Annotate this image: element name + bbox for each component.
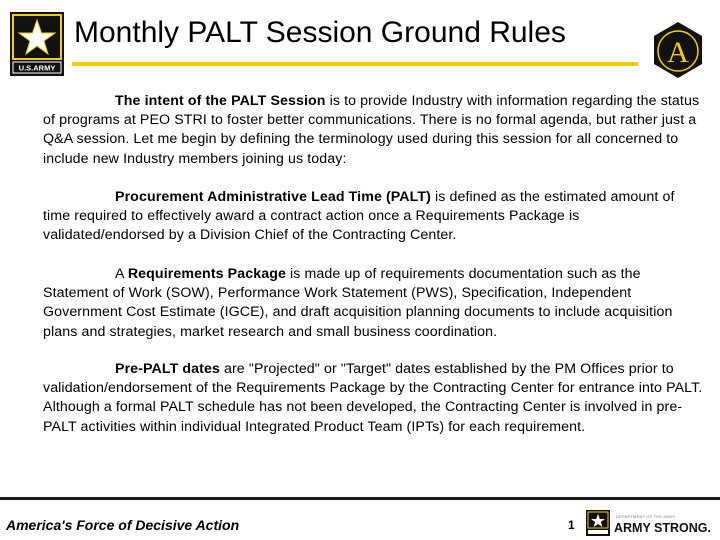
army-contracting-logo xyxy=(648,20,708,80)
paragraph-pre-palt xyxy=(43,360,703,437)
paragraph-palt-term: Procurement Administrative Lead Time (PALT) xyxy=(115,189,431,205)
paragraph-reqpkg-prefix: A xyxy=(115,266,128,282)
paragraph-reqpkg-term: Requirements Package xyxy=(127,266,286,282)
paragraph-reqpkg-text: is made up of requirements documentation such as the Statement of Work (SOW), Performance Work Statement (PWS), Specification, Independent Government Cost Estimate (IGCE), and draft acquisition planning documents to include acquisition plans and strategies, market research and small business coordination. xyxy=(43,266,673,340)
page-title: Monthly PALT Session Ground Rules xyxy=(74,16,566,49)
army-strong-text: ARMY STRONG. xyxy=(614,521,711,535)
paragraph-palt-text: is defined as the estimated amount of time required to effectively award a contract action once a Requirements Package is validated/endorsed by a Division Chief of the Contracting Center. xyxy=(43,189,675,244)
army-logo-text: U.S.ARMY xyxy=(18,63,56,73)
paragraph-intent-term: The intent of the PALT Session xyxy=(115,93,326,109)
title-underline xyxy=(72,62,638,66)
paragraph-prepalt-text: are "Projected" or "Target" dates established by the PM Offices prior to validation/endorsement of the Requirements Package by the Contracting Center for entrance into PALT. Although a formal PALT schedule has not been developed, the Contracting Center is involved in pre-PALT activities within individual Integrated Product Team (IPTs) for each requirement. xyxy=(43,361,703,435)
paragraph-intent xyxy=(43,92,703,169)
army-strong-small-text: DEPARTMENT OF THE ARMY xyxy=(616,514,676,519)
army-strong-logo xyxy=(586,508,716,538)
us-army-logo xyxy=(10,12,64,76)
asc-logo-letter: A xyxy=(667,36,689,69)
footer-divider xyxy=(0,497,720,500)
page-number: 1 xyxy=(568,518,575,532)
footer-tagline: America's Force of Decisive Action xyxy=(6,517,240,533)
army-star-icon xyxy=(586,510,610,536)
paragraph-requirements-package xyxy=(43,265,703,342)
paragraph-prepalt-term: Pre-PALT dates xyxy=(115,361,220,377)
paragraph-intent-text: is to provide Industry with information regarding the status of programs at PEO STRI to foster better communications. There is no formal agenda, but rather just a Q&A session. Let me begin by defining the terminology used during this session for all concerned to include new Industry members joining us today: xyxy=(43,93,700,167)
paragraph-palt-definition xyxy=(43,188,703,246)
